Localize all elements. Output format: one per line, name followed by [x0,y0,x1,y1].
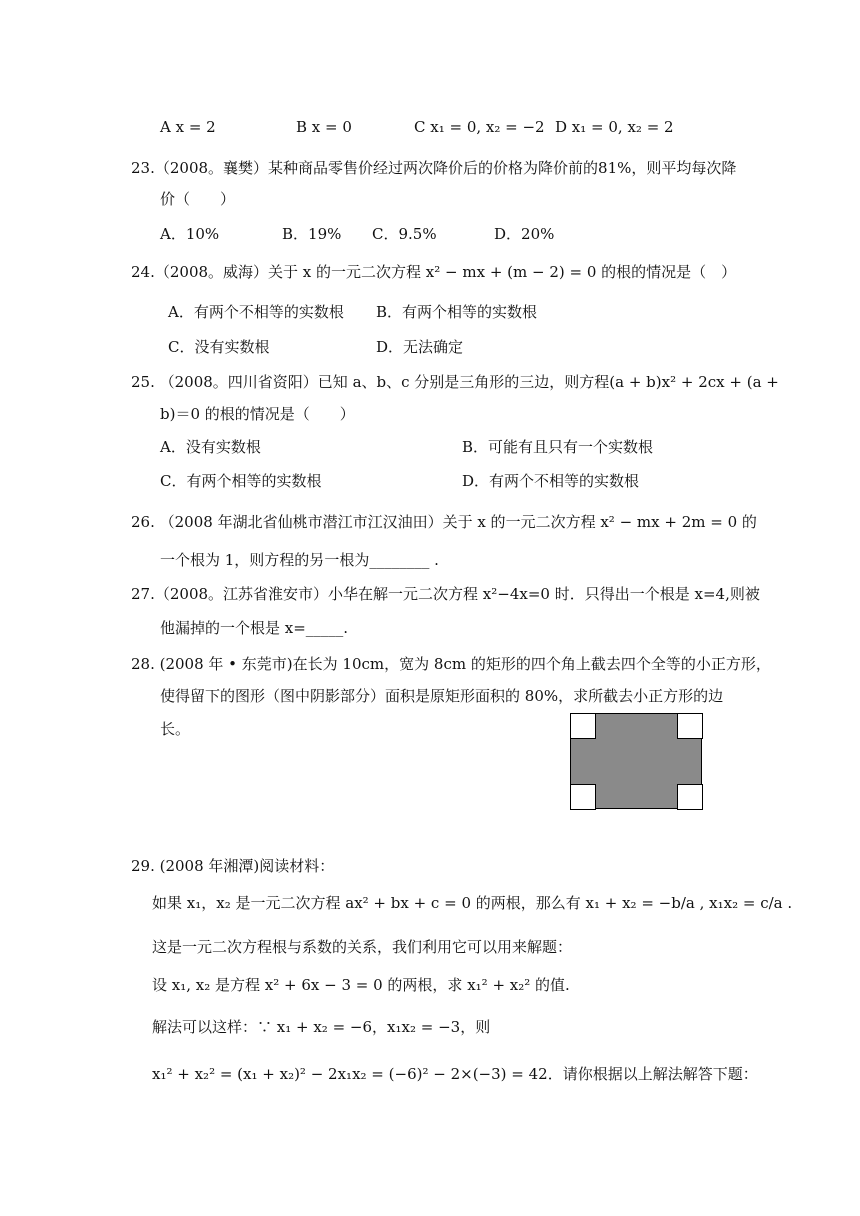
q23-stem-line2: 价（ ） [160,190,236,208]
q25-option-b: B．可能有且只有一个实数根 [462,438,654,456]
q29-material-line1: 如果 x₁，x₂ 是一元二次方程 ax² + bx + c = 0 的两根，那么有 x₁ + x₂ = −b/a , x₁x₂ = c/a . [152,894,793,912]
q25-option-a: A．没有实数根 [160,438,261,456]
q29-material-line4: 解法可以这样：∵ x₁ + x₂ = −6，x₁x₂ = −3，则 [152,1018,491,1036]
cut-square-top-right [677,713,703,739]
rectangle-figure [570,713,702,809]
q26-stem-line1: 26. （2008 年湖北省仙桃市潜江市江汉油田）关于 x 的一元二次方程 x² − mx + 2m = 0 的 [131,513,757,531]
q23-option-d: D．20% [494,225,555,243]
q25-stem-line1: 25. （2008。四川省资阳）已知 a、b、c 分别是三角形的三边，则方程(a + b)x² + 2cx + (a + [131,373,779,391]
q26-stem-line2: 一个根为 1，则方程的另一根为________ . [160,551,439,569]
q23-option-c: C．9.5% [372,225,437,243]
q29-material-line2: 这是一元二次方程根与系数的关系，我们利用它可以用来解题： [152,938,573,956]
q24-stem: 24.（2008。威海）关于 x 的一元二次方程 x² − mx + (m − 2) = 0 的根的情况是（ ） [131,263,737,281]
q29-material-line5: x₁² + x₂² = (x₁ + x₂)² − 2x₁x₂ = (−6)² − 2×(−3) = 42．请你根据以上解法解答下题： [152,1065,758,1083]
q28-stem-line2: 使得留下的图形（图中阴影部分）面积是原矩形面积的 80%，求所截去小正方形的边 [160,687,724,705]
cut-square-bottom-right [677,784,703,810]
q25-option-d: D．有两个不相等的实数根 [462,472,640,490]
cut-square-top-left [570,713,596,739]
q28-stem-line1: 28. (2008 年 • 东莞市)在长为 10cm，宽为 8cm 的矩形的四个角上截去四个全等的小正方形， [131,655,771,673]
q28-stem-line3: 长。 [160,720,191,738]
q23-option-a: A．10% [160,225,220,243]
q25-stem-line2: b)＝0 的根的情况是（ ） [160,405,355,423]
q24-option-d: D．无法确定 [376,338,464,356]
cut-square-bottom-left [570,784,596,810]
q24-option-a: A．有两个不相等的实数根 [168,303,344,321]
q29-material-line3: 设 x₁, x₂ 是方程 x² + 6x − 3 = 0 的两根，求 x₁² + x₂² 的值. [152,976,570,994]
q25-option-c: C．有两个相等的实数根 [160,472,322,490]
q23-option-b: B．19% [282,225,342,243]
q23-stem-line1: 23.（2008。襄樊）某种商品零售价经过两次降价后的价格为降价前的81%，则平均每次降 [131,159,737,177]
q22-option-a: A x = 2 [160,118,216,136]
q22-option-c: C x₁ = 0, x₂ = −2 [414,118,545,136]
q27-stem-line2: 他漏掉的一个根是 x=_____. [160,619,349,637]
q22-option-b: B x = 0 [296,118,352,136]
q22-option-d: D x₁ = 0, x₂ = 2 [555,118,674,136]
q27-stem-line1: 27.（2008。江苏省淮安市）小华在解一元二次方程 x²−4x=0 时．只得出一个根是 x=4,则被 [131,585,760,603]
q24-option-b: B．有两个相等的实数根 [376,303,538,321]
q29-heading: 29. (2008 年湘潭)阅读材料： [131,857,335,875]
q24-option-c: C．没有实数根 [168,338,270,356]
